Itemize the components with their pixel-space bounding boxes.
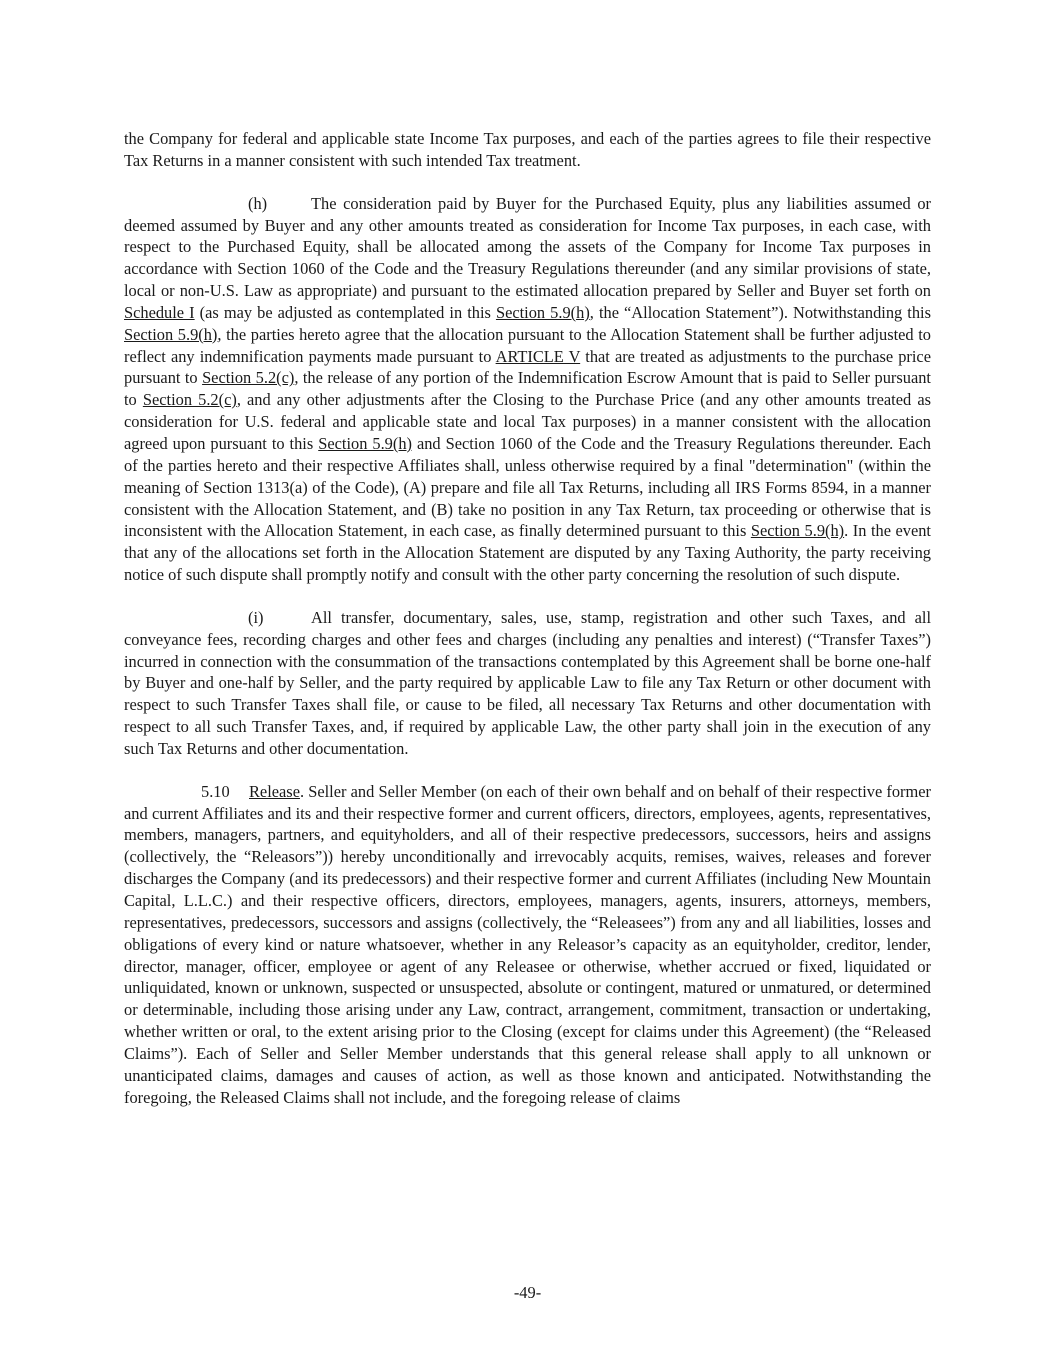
cross-reference-section-5-9h: Section 5.9(h) (124, 324, 218, 344)
cross-reference-section-5-9h: Section 5.9(h) (318, 433, 412, 453)
section-5-10: 5.10 Release. Seller and Seller Member (on each of their own behalf and on behalf of their respective former and current Affiliates and its and their respective former and current officers, directors, employees, agents, representatives, members, managers, partners, and equityholders, and all of their respective predecessors, successors, heirs and assigns (collectively, the “Releasors”)) hereby unconditionally and irrevocably acquits, remises, waives, releases and forever discharges the Company (and its predecessors) and their respective former and current Affiliates (including New Mountain Capital, L.L.C.) and their respective officers, directors, employees, managers, agents, insurers, attorneys, members, representatives, predecessors, successors and assigns (collectively, the “Releasees”) from any and all liabilities, losses and obligations of every kind or nature whatsoever, whether in any Releasor’s capacity as an equityholder, creditor, lender, director, manager, officer, employee or agent of any Releasee or otherwise, whether accrued or fixed, liquidated or unliquidated, known or unknown, suspected or unsuspected, absolute or contingent, matured or unmatured, or determined or determinable, including those arising under any Law, contract, arrangement, commitment, transaction or undertaking, whether written or oral, to the extent arising prior to the Closing (except for claims under this Agreement) (the “Released Claims”). Each of Seller and Seller Member understands that this general release shall apply to all unknown or unanticipated claims, damages and causes of action, as well as those known and anticipated. Notwithstanding the foregoing, the Released Claims shall not include, and the foregoing release of claims (124, 781, 931, 1107)
page-number: -49- (513, 1283, 542, 1302)
clause-label-h: (h) (248, 193, 268, 213)
document-body (124, 128, 931, 1108)
cross-reference-article-v: ARTICLE V (495, 346, 581, 366)
paragraph-i: (i) All transfer, documentary, sales, use, stamp, registration and other such Taxes, and all conveyance fees, recording charges and other fees and charges (including any penalties and interest) (“Transfer Taxes”) incurred in connection with the consummation of the transactions contemplated by this Agreement shall be borne one-half by Buyer and one-half by Seller, and the party required by applicable Law to file any Tax Return or other document with respect to such Transfer Taxes shall file, or cause to be filed, all necessary Tax Returns and other documentation with respect to all such Transfer Taxes, and, if required by applicable Law, the other party shall join in the execution of any such Tax Returns and other documentation. (124, 607, 931, 758)
section-heading: Release (249, 781, 300, 801)
cross-reference-section-5-9h: Section 5.9(h) (750, 521, 845, 541)
paragraph-continuation: the Company for federal and applicable state Income Tax purposes, and each of the parties agrees to file their respective Tax Returns in a manner consistent with such intended Tax treatment. (124, 129, 931, 170)
cross-reference-section-5-2c: Section 5.2(c) (202, 368, 295, 388)
cross-reference-section-5-2c: Section 5.2(c) (142, 390, 237, 410)
section-number: 5.10 (201, 781, 230, 801)
cross-reference-section-5-9h: Section 5.9(h) (495, 302, 590, 322)
cross-reference-schedule-i: Schedule I (124, 302, 195, 322)
clause-label-i: (i) (248, 607, 264, 627)
paragraph-h: (h) The consideration paid by Buyer for the Purchased Equity, plus any liabilities assumed or deemed assumed by Buyer and any other amounts treated as consideration for Income Tax purposes, in each case, with respect to the Purchased Equity, shall be allocated among the assets of the Company for Income Tax purposes in accordance with Section 1060 of the Code and the Treasury Regulations thereunder (and any similar provisions of state, local or non-U.S. Law as appropriate) and pursuant to the estimated allocation prepared by Seller and Buyer set forth on Schedule I (as may be adjusted as contemplated in this Section 5.9(h), the “Allocation Statement”). Notwithstanding this Section 5.9(h), the parties hereto agree that the allocation pursuant to the Allocation Statement shall be further adjusted to reflect any indemnification payments made pursuant to ARTICLE V that are treated as adjustments to the purchase price pursuant to Section 5.2(c), the release of any portion of the Indemnification Escrow Amount that is paid to Seller pursuant to Section 5.2(c), and any other adjustments after the Closing to the Purchase Price (and any other amounts treated as consideration for U.S. federal and applicable state and local Tax purposes) in a manner consistent with the allocation agreed upon pursuant to this Section 5.9(h) and Section 1060 of the Code and the Treasury Regulations thereunder. Each of the parties hereto and their respective Affiliates shall, unless otherwise required by a final "determination" (within the meaning of Section 1313(a) of the Code), (A) prepare and file all Tax Returns, including all IRS Forms 8594, in a manner consistent with the Allocation Statement, and (B) take no position in any Tax Return, tax proceeding or otherwise that is inconsistent with the Allocation Statement, in each case, as finally determined pursuant to this Section 5.9(h). In the event that any of the allocations set forth in the Allocation Statement are disputed by any Taxing Authority, the party receiving notice of such dispute shall promptly notify and consult with the other party concerning the resolution of such dispute. (124, 193, 931, 585)
